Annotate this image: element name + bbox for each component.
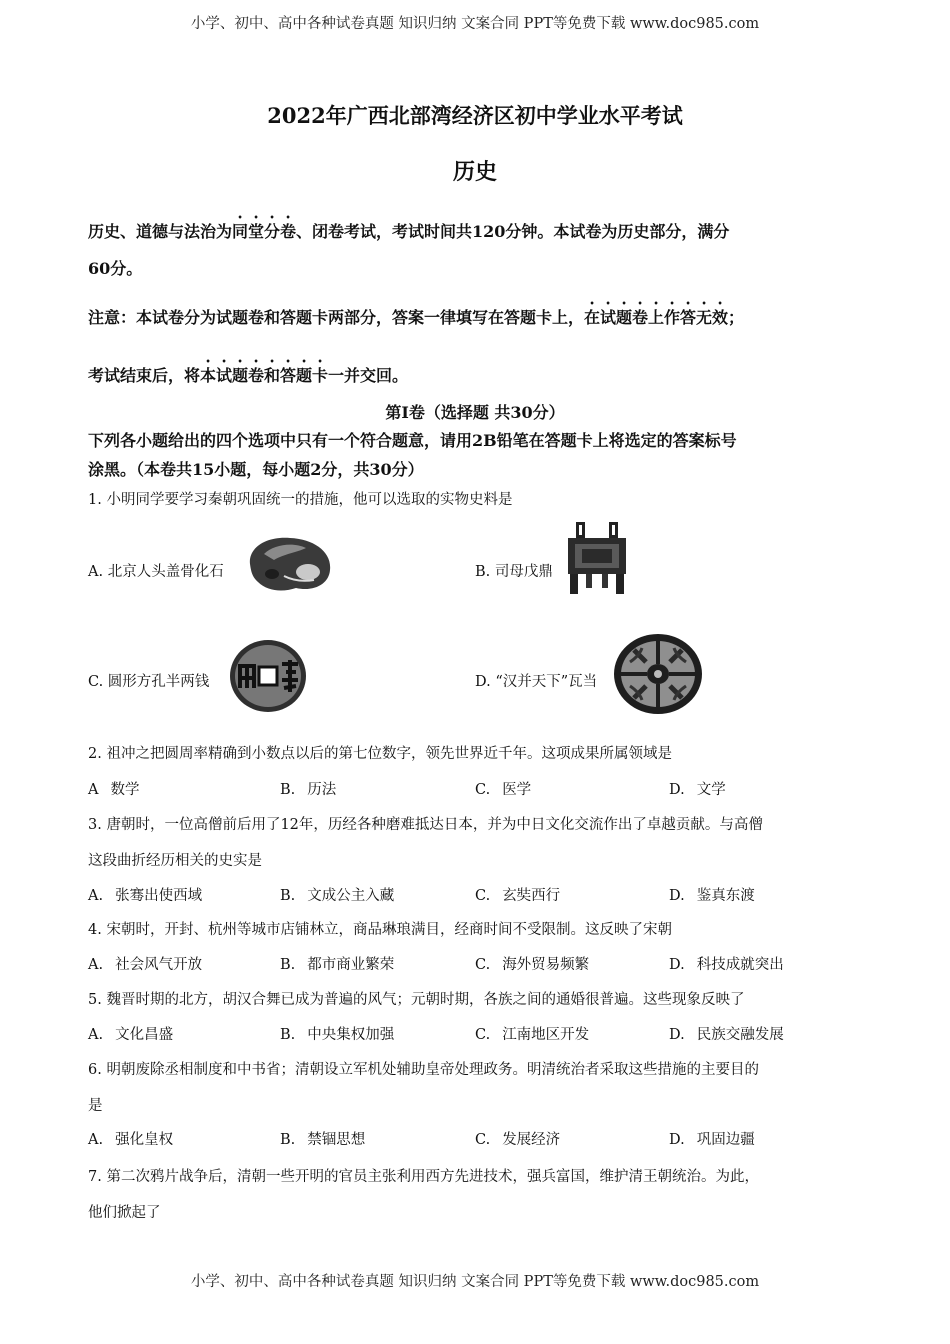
bronze-ding-image [562,520,632,596]
option-text: 医学 [502,782,532,798]
skull-fossil-image [244,530,336,598]
option-text: 科技成就突出 [696,957,784,973]
section-heading: 第Ⅰ卷（选择题 共30分） [385,403,565,422]
section-instruction-2: 涂黑。（本卷共15小题，每小题2分，共30分） [88,460,424,479]
option-text: 巩固边疆 [696,1132,755,1148]
q4-option-d [669,953,784,974]
note-text: ； [728,308,745,327]
option-text: 数学 [110,782,140,798]
exam-title: 2022年广西北部湾经济区初中学业水平考试 [267,103,683,128]
option-text: 社会风气开放 [115,957,203,973]
option-text: 都市商业繁荣 [307,957,395,973]
q2-option-c [475,778,531,799]
banliang-coin-image [228,638,308,714]
option-label: A. [88,888,104,904]
q6-option-c [475,1128,560,1149]
q4-option-c [475,953,589,974]
option-text: 强化皇权 [115,1132,174,1148]
q6-option-d [669,1128,755,1149]
intro-text: 历史、道德与法治为 [88,222,233,241]
option-label: D. [669,782,685,798]
option-label: A [88,782,99,798]
q1-option-a: A. 北京人头盖骨化石 [88,564,224,580]
option-text: 文化昌盛 [115,1027,174,1043]
option-text: 文成公主入藏 [307,888,395,904]
note-text: 注意：本试卷分为试题卷和答题卡两部分，答案一律填写在答题卡上， [88,308,585,327]
option-text: 发展经济 [502,1132,561,1148]
q5-option-b [280,1023,394,1044]
q4-option-b [280,953,394,974]
question-4-stem: 4. 宋朝时，开封、杭州等城市店铺林立，商品琳琅满目，经商时间不受限制。这反映了宋朝 [88,922,672,938]
note-line-2 [88,356,408,386]
question-2-stem: 2. 祖冲之把圆周率精确到小数点以后的第七位数字，领先世界近千年。这项成果所属领域是 [88,746,672,762]
option-text: 历法 [307,782,337,798]
q5-option-a [88,1023,173,1044]
option-label: A. [88,1027,104,1043]
option-text: 禁锢思想 [307,1132,366,1148]
option-label: D. [669,1132,685,1148]
q3-option-d [669,884,755,905]
option-label: B. [280,888,296,904]
note-text: 一并交回。 [328,366,409,385]
option-text: 文学 [696,782,726,798]
option-label: D. [669,1027,685,1043]
question-3-stem-cont: 这段曲折经历相关的史实是 [88,853,262,869]
question-5-stem: 5. 魏晋时期的北方，胡汉合舞已成为普遍的风气；元朝时期，各族之间的通婚很普遍。这些现象反映了 [88,992,745,1008]
q1-option-b: B. 司母戊鼎 [475,564,553,580]
page-header: 小学、初中、高中各种试卷真题 知识归纳 文案合同 PPT等免费下载 www.doc985.com [190,16,760,32]
option-text: 张骞出使西域 [115,888,203,904]
emphasis-text: 本试题卷和答题卡 [200,366,329,385]
q3-option-a [88,884,202,905]
option-text: 玄奘西行 [502,888,561,904]
option-label: B. [280,1027,296,1043]
question-1-stem: 1. 小明同学要学习秦朝巩固统一的措施，他可以选取的实物史料是 [88,492,513,508]
option-label: A. [88,1132,104,1148]
option-label: B. [280,957,296,973]
option-text: 海外贸易频繁 [502,957,590,973]
option-label: C. [475,888,491,904]
q3-option-b [280,884,394,905]
q1-option-c: C. 圆形方孔半两钱 [88,674,210,690]
question-6-stem: 6. 明朝废除丞相制度和中书省；清朝设立军机处辅助皇帝处理政务。明清统治者采取这些措施的主要目的 [88,1062,759,1078]
q1-option-d: D. “汉并天下”瓦当 [475,674,598,690]
option-label: B. [280,1132,296,1148]
q3-option-c [475,884,560,905]
note-line-1 [88,298,744,328]
wadang-tile-image [612,632,704,716]
intro-line-2: 60分。 [88,259,143,278]
q2-option-d [669,778,726,799]
question-7-stem-cont: 他们掀起了 [88,1205,161,1221]
q6-option-a [88,1128,173,1149]
page-footer: 小学、初中、高中各种试卷真题 知识归纳 文案合同 PPT等免费下载 www.doc985.com [190,1274,760,1290]
section-instruction-1: 下列各小题给出的四个选项中只有一个符合题意，请用2B铅笔在答题卡上将选定的答案标号 [88,431,737,450]
option-label: C. [475,1027,491,1043]
option-label: A. [88,957,104,973]
note-text: 考试结束后，将 [88,366,201,385]
q6-option-b [280,1128,365,1149]
q4-option-a [88,953,202,974]
q5-option-d [669,1023,784,1044]
intro-line-1 [88,212,729,242]
question-3-stem: 3. 唐朝时，一位高僧前后用了12年，历经各种磨难抵达日本，并为中日文化交流作出了卓越贡献。与高僧 [88,817,763,833]
option-label: B. [280,782,296,798]
option-text: 鉴真东渡 [696,888,755,904]
emphasis-text: 同堂分卷 [232,222,297,241]
question-7-stem: 7. 第二次鸦片战争后，清朝一些开明的官员主张利用西方先进技术，强兵富国，维护清王朝统治。为此， [88,1169,759,1185]
option-text: 中央集权加强 [307,1027,395,1043]
option-text: 民族交融发展 [696,1027,784,1043]
option-text: 江南地区开发 [502,1027,590,1043]
q5-option-c [475,1023,589,1044]
option-label: C. [475,1132,491,1148]
intro-text: 、闭卷考试，考试时间共120分钟。本试卷为历史部分，满分 [296,222,730,241]
q2-option-a [88,778,139,799]
subject-title: 历史 [452,159,497,185]
option-label: D. [669,888,685,904]
option-label: D. [669,957,685,973]
option-label: C. [475,782,491,798]
emphasis-text: 在试题卷上作答无效 [584,308,729,327]
question-6-stem-cont: 是 [88,1098,103,1114]
q2-option-b [280,778,336,799]
option-label: C. [475,957,491,973]
